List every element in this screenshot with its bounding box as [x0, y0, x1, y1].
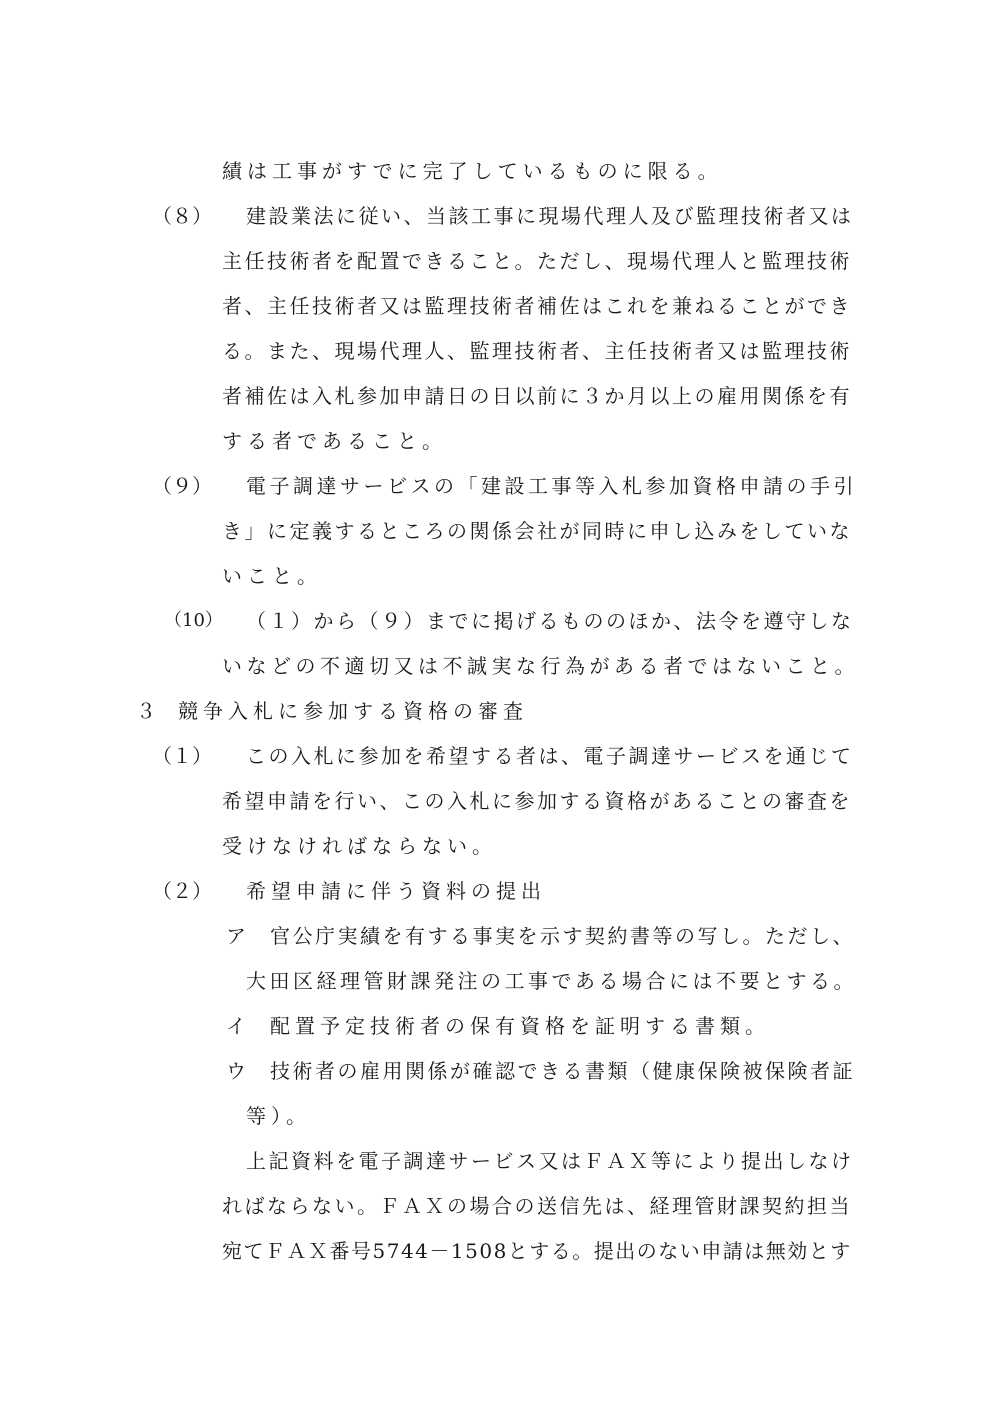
text-line: 者、主任技術者又は監理技術者補佐はこれを兼ねることができ	[222, 294, 852, 318]
text-line: 受けなければならない。	[222, 834, 497, 858]
item-number: （２）	[152, 879, 212, 903]
text-line: （１）から（９）までに掲げるもののほか、法令を遵守しな	[246, 609, 854, 633]
text-line: いこと。	[222, 564, 322, 588]
text-line: 上記資料を電子調達サービス又はＦＡＸ等により提出しなけ	[246, 1149, 854, 1173]
text-line: 希望申請に伴う資料の提出	[246, 879, 546, 903]
text-line: 建設業法に従い、当該工事に現場代理人及び監理技術者又は	[246, 204, 854, 228]
sub-item-label: イ	[226, 1014, 246, 1038]
text-line: 官公庁実績を有する事実を示す契約書等の写し。ただし、	[270, 924, 855, 948]
text-line: 電子調達サービスの「建設工事等入札参加資格申請の手引	[246, 474, 857, 498]
item-number: （１）	[152, 744, 212, 768]
text-line: いなどの不適切又は不誠実な行為がある者ではないこと。	[222, 654, 859, 678]
text-line: する者であること。	[222, 429, 447, 453]
item-number: （10）	[164, 610, 223, 631]
item-number: （８）	[152, 204, 212, 228]
text-line: 等）。	[246, 1104, 311, 1128]
text-line: 大田区経理管財課発注の工事である場合には不要とする。	[246, 969, 857, 993]
text-line: 宛てＦＡＸ番号5744－1508とする。提出のない申請は無効とす	[222, 1239, 852, 1263]
text-line: この入札に参加を希望する者は、電子調達サービスを通じて	[246, 744, 854, 768]
text-line: 績は工事がすでに完了しているものに限る。	[222, 159, 723, 183]
section-number: ３	[136, 699, 156, 723]
text-line: 配置予定技術者の保有資格を証明する書類。	[270, 1014, 770, 1038]
text-line: き」に定義するところの関係会社が同時に申し込みをしていな	[222, 519, 852, 543]
sub-item-label: ウ	[226, 1059, 246, 1083]
section-heading: 競争入札に参加する資格の審査	[178, 699, 528, 723]
text-line: 技術者の雇用関係が確認できる書類（健康保険被保険者証	[270, 1059, 855, 1083]
text-line: 者補佐は入札参加申請日の日以前に３か月以上の雇用関係を有	[222, 384, 852, 408]
sub-item-label: ア	[226, 924, 246, 948]
text-line: ればならない。ＦＡＸの場合の送信先は、経理管財課契約担当	[222, 1194, 852, 1218]
item-number: （９）	[152, 474, 212, 498]
text-line: 希望申請を行い、この入札に参加する資格があることの審査を	[222, 789, 852, 813]
text-line: る。また、現場代理人、監理技術者、主任技術者又は監理技術	[222, 339, 852, 363]
text-line: 主任技術者を配置できること。ただし、現場代理人と監理技術	[222, 249, 852, 273]
